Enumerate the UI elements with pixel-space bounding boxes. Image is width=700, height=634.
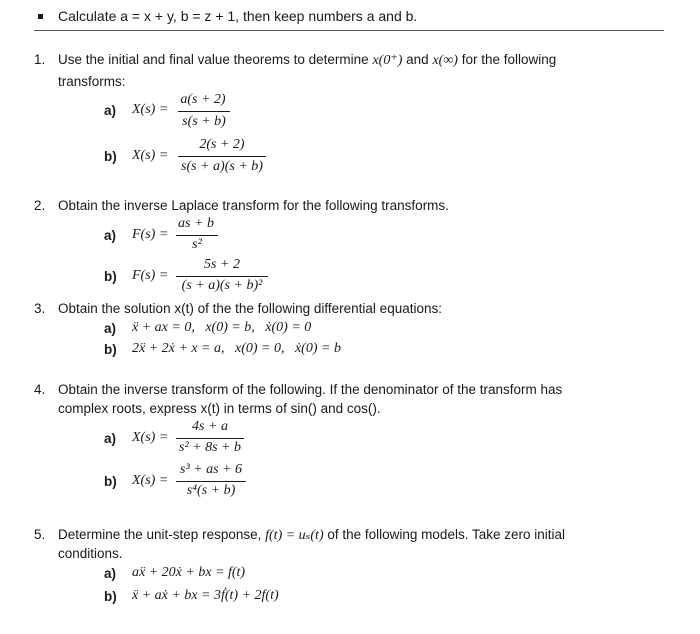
header-divider bbox=[34, 30, 664, 31]
fraction-numerator: a(s + 2) bbox=[180, 92, 226, 107]
fraction-denominator: s⁴(s + b) bbox=[186, 483, 236, 498]
differential-equation: aẍ + 20ẋ + bx = f(t) bbox=[132, 565, 246, 580]
math-inline: x(∞) bbox=[432, 53, 458, 68]
part-label: a) bbox=[104, 431, 117, 446]
part-label: a) bbox=[104, 566, 117, 581]
part-label: a) bbox=[104, 103, 117, 118]
differential-equation: 2ẍ + 2ẋ + x = a, x(0) = 0, ẋ(0) = b bbox=[132, 341, 341, 356]
part-lhs: X(s) = bbox=[132, 148, 169, 163]
fraction-numerator: as + b bbox=[178, 216, 214, 231]
part-lhs: F(s) = bbox=[132, 227, 169, 242]
math-inline: f(t) = uₛ(t) bbox=[265, 528, 324, 543]
fraction-bar bbox=[178, 111, 230, 112]
problem-text: Obtain the inverse Laplace transform for the following transforms. bbox=[58, 198, 449, 213]
part-label: b) bbox=[104, 474, 117, 489]
fraction-numerator: 2(s + 2) bbox=[199, 137, 245, 152]
fraction-denominator: s² + 8s + b bbox=[179, 440, 241, 455]
problem-number: 4. bbox=[34, 382, 46, 397]
part-label: a) bbox=[104, 321, 117, 336]
problem-text-tail: for the following bbox=[461, 52, 557, 67]
problem-text-tail: of the following models. Take zero initial bbox=[327, 527, 566, 542]
problem-text-start: Use the initial and final value theorems to determine bbox=[58, 52, 369, 67]
problem-text-line2: transforms: bbox=[58, 74, 126, 89]
problem-text bbox=[58, 527, 565, 544]
problem-text bbox=[58, 52, 556, 69]
fraction-denominator: (s + a)(s + b)² bbox=[181, 278, 263, 293]
fraction-numerator: 4s + a bbox=[192, 419, 228, 434]
differential-equation: ẍ + aẋ + bx = 3ḟ(t) + 2f(t) bbox=[132, 588, 279, 603]
problem-number: 5. bbox=[34, 527, 46, 542]
part-lhs: F(s) = bbox=[132, 268, 169, 283]
part-label: b) bbox=[104, 269, 117, 284]
problem-number: 1. bbox=[34, 52, 46, 67]
fraction-bar bbox=[176, 235, 218, 236]
fraction-bar bbox=[176, 276, 268, 277]
problem-text-line2: complex roots, express x(t) in terms of sin() and cos(). bbox=[58, 401, 381, 416]
part-lhs: X(s) = bbox=[132, 430, 169, 445]
problem-text-line2: conditions. bbox=[58, 546, 123, 561]
part-label: b) bbox=[104, 342, 117, 357]
fraction-numerator: s³ + as + 6 bbox=[180, 462, 242, 477]
problem-number: 3. bbox=[34, 301, 46, 316]
fraction-bar bbox=[178, 156, 266, 157]
math-inline: x(0⁺) bbox=[372, 53, 403, 68]
part-lhs: X(s) = bbox=[132, 102, 169, 117]
part-label: b) bbox=[104, 149, 117, 164]
fraction-denominator: s(s + a)(s + b) bbox=[181, 159, 263, 174]
header-instruction: Calculate a = x + y, b = z + 1, then keep numbers a and b. bbox=[58, 8, 418, 24]
fraction-denominator: s² bbox=[192, 237, 202, 252]
problem-text: Obtain the solution x(t) of the the following differential equations: bbox=[58, 301, 442, 316]
differential-equation: ẍ + ax = 0, x(0) = b, ẋ(0) = 0 bbox=[132, 320, 312, 335]
fraction-numerator: 5s + 2 bbox=[204, 257, 240, 272]
problem-text: Obtain the inverse transform of the following. If the denominator of the transform has bbox=[58, 382, 563, 397]
fraction-bar bbox=[176, 481, 246, 482]
fraction-bar bbox=[176, 438, 244, 439]
fraction-denominator: s(s + b) bbox=[182, 114, 226, 129]
bullet-icon bbox=[38, 14, 43, 19]
problem-text-start: Determine the unit-step response, bbox=[58, 527, 262, 542]
problem-text-mid: and bbox=[406, 52, 429, 67]
part-label: b) bbox=[104, 589, 117, 604]
part-label: a) bbox=[104, 228, 117, 243]
part-lhs: X(s) = bbox=[132, 473, 169, 488]
problem-number: 2. bbox=[34, 198, 46, 213]
